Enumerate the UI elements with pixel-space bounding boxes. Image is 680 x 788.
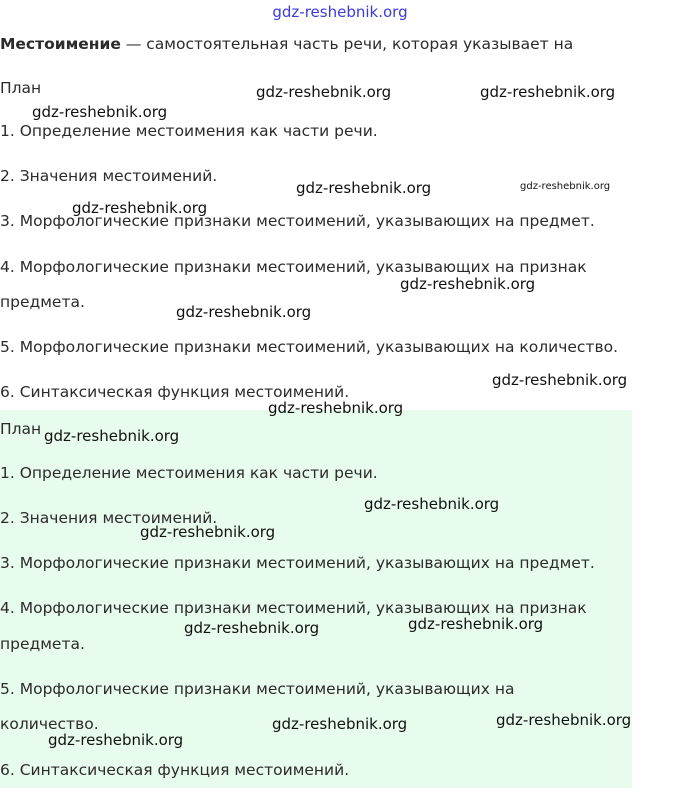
answer-plan-title: План	[0, 420, 42, 438]
watermark-text: gdz-reshebnik.org	[400, 275, 536, 293]
answer-plan-item: 1. Определение местоимения как части речи.	[0, 464, 378, 482]
watermark-text: gdz-reshebnik.org	[44, 427, 180, 445]
watermark-text: gdz-reshebnik.org	[272, 715, 408, 733]
watermark-text: gdz-reshebnik.org	[268, 399, 404, 417]
plan-item: 3. Морфологические признаки местоимений, указывающих на предмет.	[0, 212, 595, 230]
answer-plan-item: количество.	[0, 715, 99, 733]
plan-item: 6. Синтаксическая функция местоимений.	[0, 383, 350, 401]
watermark-text: gdz-reshebnik.org	[256, 83, 392, 101]
watermark-text: gdz-reshebnik.org	[364, 495, 500, 513]
plan-item: 2. Значения местоимений.	[0, 167, 218, 185]
watermark-text: gdz-reshebnik.org	[408, 615, 544, 633]
answer-plan-item: 6. Синтаксическая функция местоимений.	[0, 761, 350, 779]
plan-item: 5. Морфологические признаки местоимений, указывающих на количество.	[0, 338, 618, 356]
definition-text: — самостоятельная часть речи, которая указывает на	[120, 35, 574, 53]
watermark-text: gdz-reshebnik.org	[296, 179, 432, 197]
plan-title: План	[0, 79, 42, 97]
watermark-text: gdz-reshebnik.org	[520, 181, 611, 192]
watermark-text: gdz-reshebnik.org	[492, 371, 628, 389]
site-watermark-header: gdz-reshebnik.org	[272, 3, 408, 21]
watermark-text: gdz-reshebnik.org	[48, 731, 184, 749]
answer-plan-item: 2. Значения местоимений.	[0, 509, 218, 527]
answer-plan-item: 3. Морфологические признаки местоимений, указывающих на предмет.	[0, 554, 595, 572]
plan-item: 1. Определение местоимения как части речи.	[0, 122, 378, 140]
watermark-text: gdz-reshebnik.org	[72, 199, 208, 217]
watermark-text: gdz-reshebnik.org	[480, 83, 616, 101]
watermark-text: gdz-reshebnik.org	[496, 711, 632, 729]
watermark-text: gdz-reshebnik.org	[140, 523, 276, 541]
definition-term: Местоимение	[0, 35, 121, 53]
plan-item: 4. Морфологические признаки местоимений, указывающих на признак	[0, 258, 587, 276]
watermark-text: gdz-reshebnik.org	[184, 619, 320, 637]
plan-item: предмета.	[0, 293, 85, 311]
watermark-text: gdz-reshebnik.org	[176, 303, 312, 321]
watermark-text: gdz-reshebnik.org	[32, 103, 168, 121]
answer-plan-item: 4. Морфологические признаки местоимений, указывающих на признак	[0, 599, 587, 617]
answer-plan-item: 5. Морфологические признаки местоимений, указывающих на	[0, 680, 515, 698]
answer-plan-item: предмета.	[0, 635, 85, 653]
definition-line	[0, 34, 573, 54]
